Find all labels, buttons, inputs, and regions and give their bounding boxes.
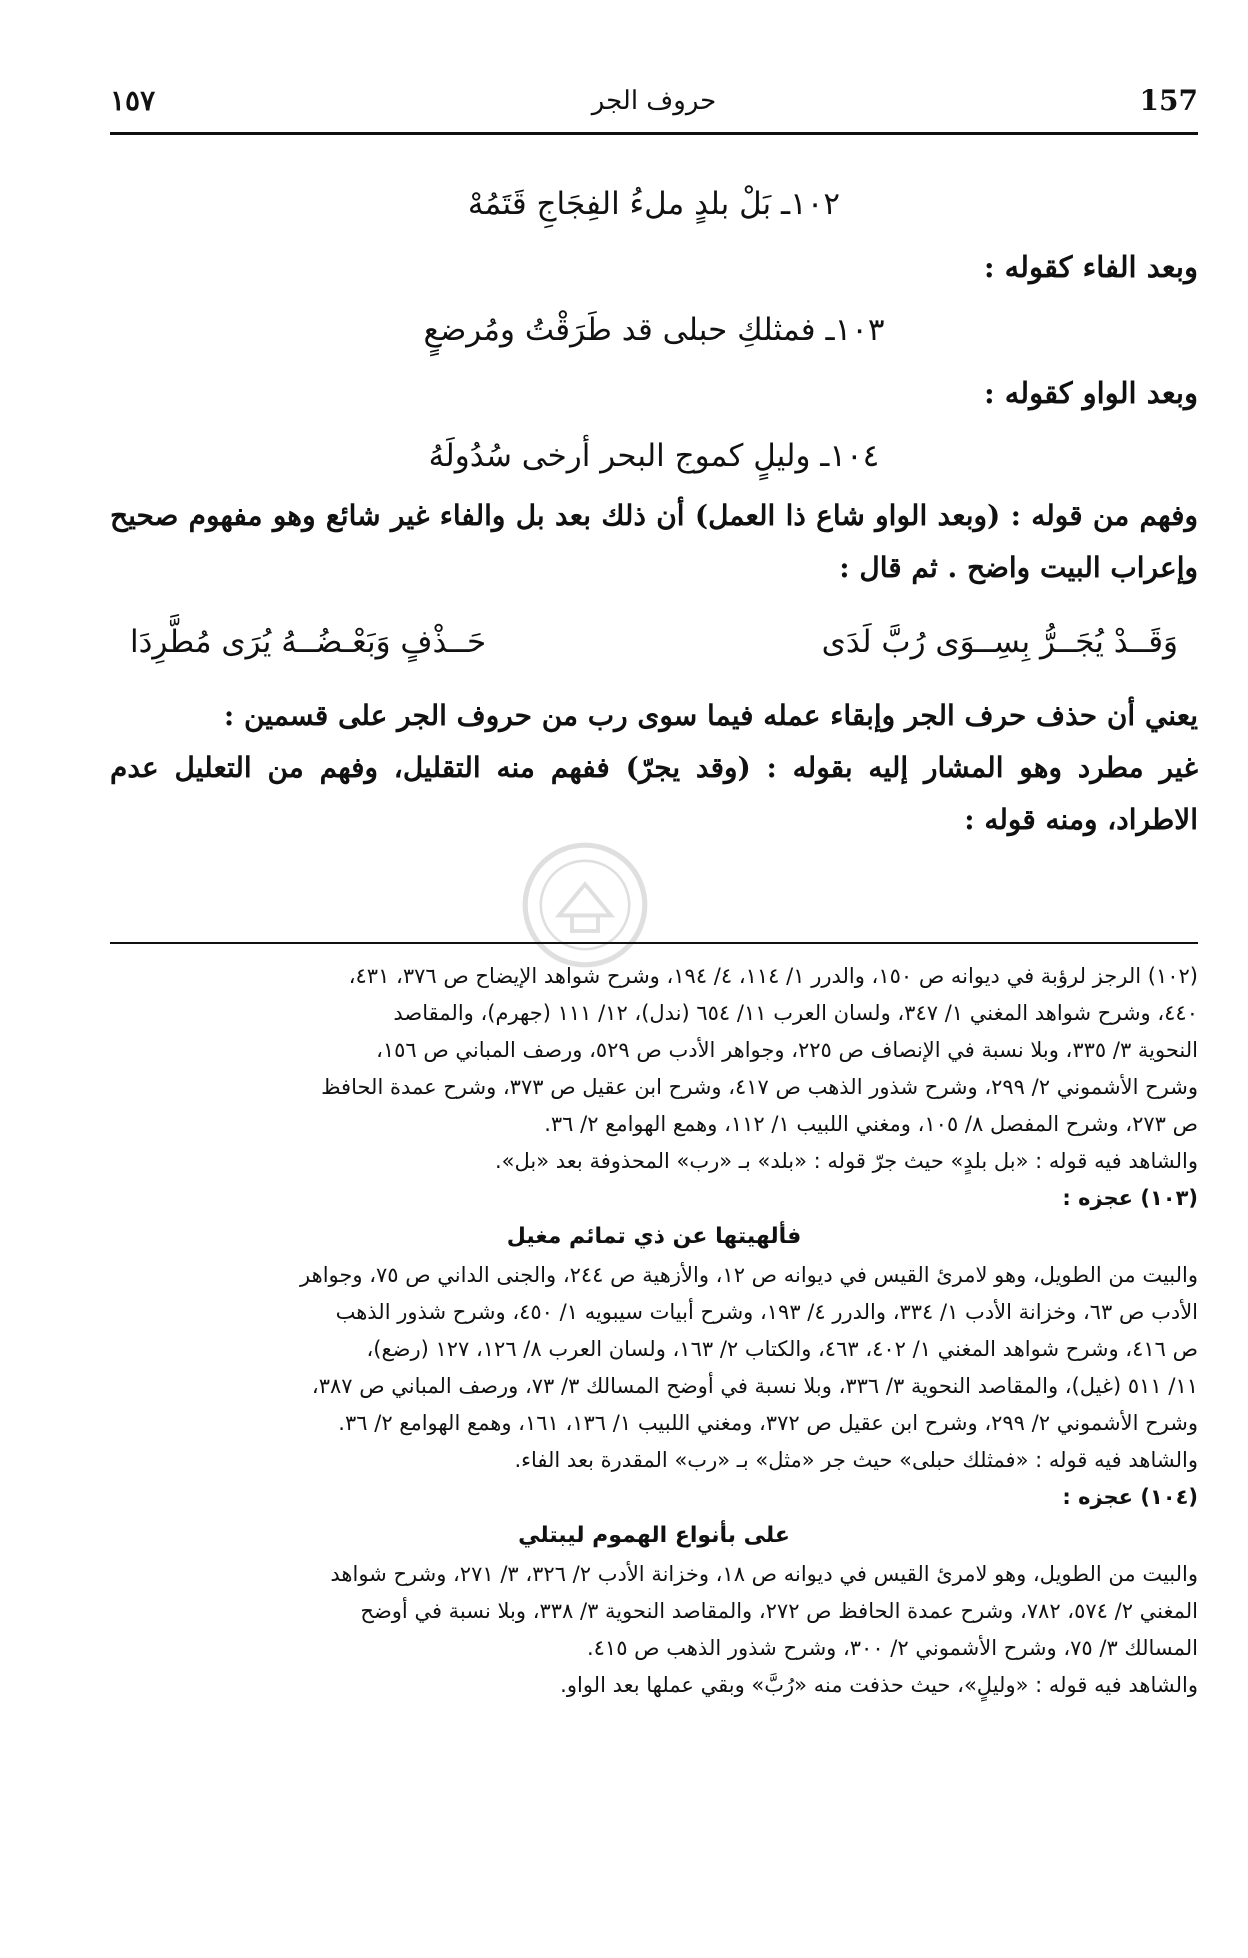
footnote-line: والبيت من الطويل، وهو لامرئ القيس في ديوانه ص ١٨، وخزانة الأدب ٢/ ٣٢٦، ٣/ ٢٧١، وشرح شواهد (330, 1562, 1198, 1586)
footnote-line: المغني ٢/ ٥٧٤، ٧٨٢، وشرح عمدة الحافظ ص ٢٧٢، والمقاصد النحوية ٣/ ٣٣٨، وبلا نسبة في أوضح (360, 1599, 1198, 1623)
paragraph-3: غير مطرد وهو المشار إليه بقوله : (وقد يجرّ) ففهم منه التقليل، وفهم من التعليل عدم الاطراد، ومنه قوله : (110, 751, 1198, 836)
footnote-line: المسالك ٣/ ٧٥، وشرح الأشموني ٢/ ٣٠٠، وشرح شذور الذهب ص ٤١٥. (586, 1636, 1198, 1660)
page-header (110, 82, 1198, 135)
footnote-line: ص ٢٧٣، وشرح المفصل ٨/ ١٠٥، ومغني اللبيب ١/ ١١٢، وهمع الهوامع ٢/ ٣٦. (544, 1112, 1198, 1136)
poem-second-hemistich: حَــذْفٍ وَبَعْـضُــهُ يُرَى مُطَّرِدَا (130, 624, 487, 660)
running-title: حروف الجر (591, 86, 717, 116)
library-stamp-icon (520, 840, 650, 970)
paragraph-1: وفهم من قوله : (وبعد الواو شاع ذا العمل) أن ذلك بعد بل والفاء غير شائع وهو مفهوم صحيح وإعراب البيت واضح . ثم قال : (110, 499, 1198, 584)
footnote-102 (110, 958, 1198, 1180)
footnote-104 (110, 1479, 1198, 1704)
heading-after-fa: وبعد الفاء كقوله : (983, 250, 1198, 284)
main-text (110, 170, 1198, 846)
alfiyya-verse (110, 612, 1198, 672)
footnotes (110, 958, 1198, 1704)
footnote-line: النحوية ٣/ ٣٣٥، وبلا نسبة في الإنصاف ص ٢٢٥، وجواهر الأدب ص ٥٢٩، ورصف المباني ص ١٥٦، (376, 1038, 1198, 1062)
footnote-103 (110, 1180, 1198, 1479)
footnote-line: وشرح الأشموني ٢/ ٢٩٩، وشرح شذور الذهب ص ٤١٧، وشرح ابن عقيل ص ٣٧٣، وشرح عمدة الحافظ (321, 1075, 1198, 1099)
footnote-line: ص ٤١٦، وشرح شواهد المغني ١/ ٤٠٢، ٤٦٣، والكتاب ٢/ ١٦٣، ولسان العرب ٨/ ١٢٦، ١٢٧ (رضع)، (366, 1337, 1198, 1361)
footnote-line: والشاهد فيه قوله : «بل بلدٍ» حيث جرّ قوله : «بلد» بـ «رب» المحذوفة بعد «بل». (494, 1149, 1198, 1173)
verse-103: ١٠٣ـ فمثلكِ حبلى قد طَرَقْتُ ومُرضعٍ (423, 312, 885, 348)
poem-first-hemistich: وَقَــدْ يُجَــرُّ بِسِــوَى رُبَّ لَدَى (821, 624, 1178, 660)
page-number-latin: 157 (1139, 84, 1198, 117)
footnote-verse: على بأنواع الهموم ليبتلي (518, 1523, 790, 1548)
verse-104: ١٠٤ـ وليلٍ كموج البحر أرخى سُدُولَهُ (428, 438, 880, 474)
footnote-line: (١٠٢) الرجز لرؤبة في ديوانه ص ١٥٠، والدرر ١/ ١١٤، ٤/ ١٩٤، وشرح شواهد الإيضاح ص ٣٧٦، ٤٣١، (348, 964, 1198, 988)
footnote-head: (١٠٣) عجزه : (1062, 1186, 1198, 1210)
footnote-line: الأدب ص ٦٣، وخزانة الأدب ١/ ٣٣٤، والدرر ٤/ ١٩٣، وشرح أبيات سيبويه ١/ ٤٥٠، وشرح شذور الذهب (335, 1300, 1198, 1324)
footnote-verse: فألهيتها عن ذي تمائم مغيل (506, 1224, 802, 1249)
paragraph-2: يعني أن حذف حرف الجر وإبقاء عمله فيما سوى رب من حروف الجر على قسمين : (223, 699, 1198, 732)
heading-after-waw: وبعد الواو كقوله : (983, 376, 1198, 410)
footnote-line: والبيت من الطويل، وهو لامرئ القيس في ديوانه ص ١٢، والأزهية ص ٢٤٤، والجنى الداني ص ٧٥، وجواهر (300, 1263, 1198, 1287)
footnote-line: ٤٤٠، وشرح شواهد المغني ١/ ٣٤٧، ولسان العرب ١١/ ٦٥٤ (ندل)، ١٢/ ١١١ (جهرم)، والمقاصد (393, 1001, 1198, 1025)
footnote-line: والشاهد فيه قوله : «وليلٍ»، حيث حذفت منه «رُبَّ» وبقي عملها بعد الواو. (560, 1673, 1198, 1697)
footnote-separator (110, 942, 1198, 944)
footnote-line: وشرح الأشموني ٢/ ٢٩٩، وشرح ابن عقيل ص ٣٧٢، ومغني اللبيب ١/ ١٣٦، ١٦١، وهمع الهوامع ٢/ ٣٦. (338, 1411, 1198, 1435)
page-number-arabic: ١٥٧ (110, 84, 156, 117)
footnote-head: (١٠٤) عجزه : (1062, 1485, 1198, 1509)
footnote-line: ١١/ ٥١١ (غيل)، والمقاصد النحوية ٣/ ٣٣٦، وبلا نسبة في أوضح المسالك ٣/ ٧٣، ورصف المباني ص ٣٨٧، (311, 1374, 1198, 1398)
footnote-line: والشاهد فيه قوله : «فمثلك حبلى» حيث جر «مثل» بـ «رب» المقدرة بعد الفاء. (514, 1448, 1198, 1472)
verse-102: ١٠٢ـ بَلْ بلدٍ ملءُ الفِجَاجِ قَتَمُهْ (467, 186, 841, 222)
